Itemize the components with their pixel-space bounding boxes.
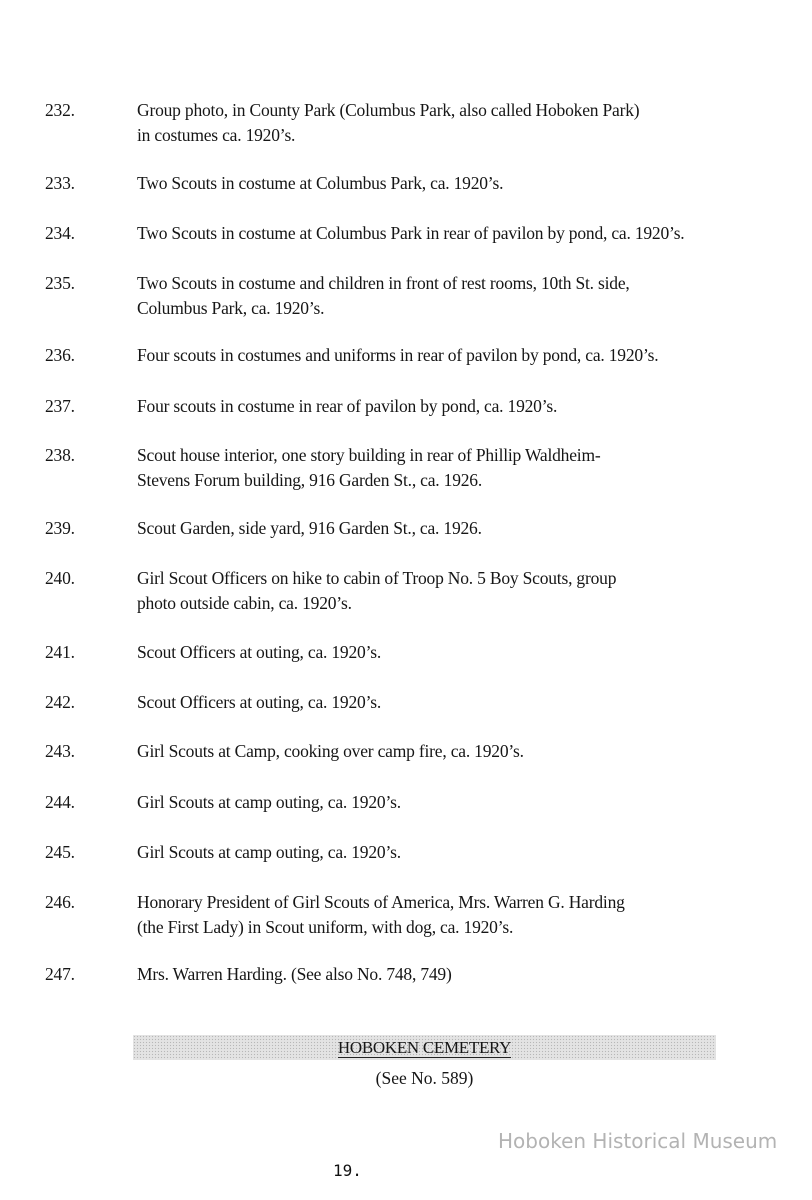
entry-number: 233. — [45, 173, 75, 193]
entry-description: Girl Scouts at Camp, cooking over camp fire, ca. 1920’s. — [137, 741, 524, 761]
entry-description: Honorary President of Girl Scouts of America, Mrs. Warren G. Harding (the First Lady) in Scout uniform, with dog, ca. 1920’s. — [137, 892, 625, 937]
entry-number: 240. — [45, 568, 75, 588]
entry-description: Scout Garden, side yard, 916 Garden St., ca. 1926. — [137, 518, 482, 538]
section-title-text: HOBOKEN CEMETERY — [337, 1038, 512, 1057]
entry-description: Group photo, in County Park (Columbus Park, also called Hoboken Park) in costumes ca. 1920’s. — [137, 100, 640, 145]
entry-description: Girl Scouts at camp outing, ca. 1920’s. — [137, 792, 401, 812]
section-header-band — [133, 1035, 716, 1060]
entry-number: 246. — [45, 892, 75, 912]
entry-number: 242. — [45, 692, 75, 712]
entry-description: Scout Officers at outing, ca. 1920’s. — [137, 642, 382, 662]
page-number: 19. — [333, 1161, 362, 1180]
section-cross-reference: (See No. 589) — [375, 1068, 474, 1088]
entry-number: 247. — [45, 964, 75, 984]
entry-number: 238. — [45, 445, 75, 465]
museum-watermark: Hoboken Historical Museum — [498, 1129, 778, 1153]
entry-description: Four scouts in costume in rear of pavilon by pond, ca. 1920’s. — [137, 396, 558, 416]
entry-description: Two Scouts in costume and children in front of rest rooms, 10th St. side, Columbus Park, ca. 1920’s. — [137, 273, 630, 318]
entry-description: Scout Officers at outing, ca. 1920’s. — [137, 692, 382, 712]
entry-description: Four scouts in costumes and uniforms in rear of pavilon by pond, ca. 1920’s. — [137, 345, 659, 365]
entry-number: 232. — [45, 100, 75, 120]
entry-number: 237. — [45, 396, 75, 416]
entry-description: Girl Scout Officers on hike to cabin of Troop No. 5 Boy Scouts, group photo outside cabin, ca. 1920’s. — [137, 568, 617, 613]
section-title — [133, 1038, 716, 1058]
entry-description: Scout house interior, one story building in rear of Phillip Waldheim- Stevens Forum building, 916 Garden St., ca. 1926. — [137, 445, 601, 490]
entry-number: 241. — [45, 642, 75, 662]
entry-number: 243. — [45, 741, 75, 761]
entry-number: 239. — [45, 518, 75, 538]
entry-description: Girl Scouts at camp outing, ca. 1920’s. — [137, 842, 401, 862]
entry-number: 235. — [45, 273, 75, 293]
entry-number: 236. — [45, 345, 75, 365]
entry-number: 234. — [45, 223, 75, 243]
entry-description: Mrs. Warren Harding. (See also No. 748, 749) — [137, 964, 452, 984]
entry-number: 244. — [45, 792, 75, 812]
entry-description: Two Scouts in costume at Columbus Park in rear of pavilon by pond, ca. 1920’s. — [137, 223, 685, 243]
entry-number: 245. — [45, 842, 75, 862]
entry-description: Two Scouts in costume at Columbus Park, ca. 1920’s. — [137, 173, 504, 193]
